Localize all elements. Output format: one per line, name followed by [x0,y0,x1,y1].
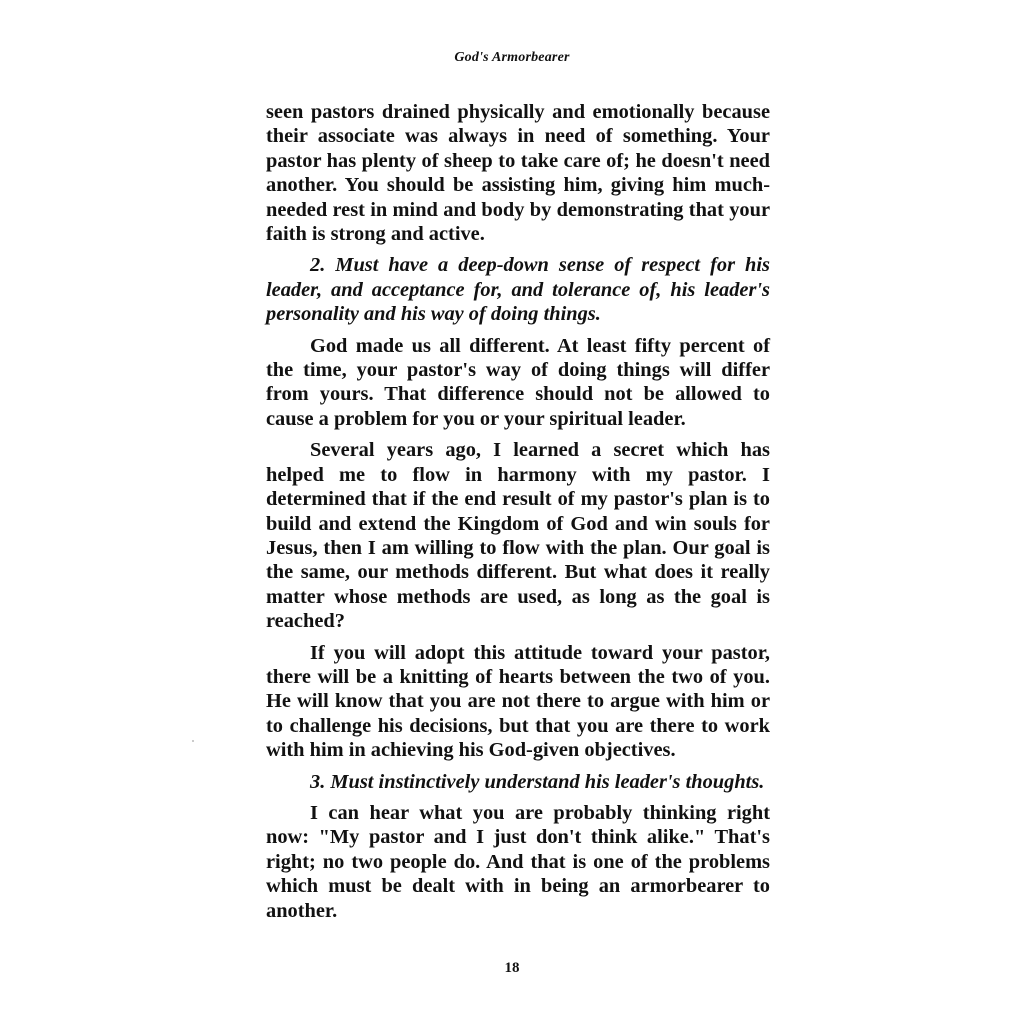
paragraph-different: God made us all different. At least fifty percent of the time, your pastor's way of doing things will differ from yours. That difference should not be allowed to cause a problem for you or your spiritual leader. [266,334,770,430]
scan-speck [192,740,194,742]
point-3-heading: 3. Must instinctively understand his leader's thoughts. [310,770,765,793]
paragraph-continuation: seen pastors drained physically and emotionally because their associate was always in need of something. Your pastor has plenty of sheep to take care of; he doesn't need another. You should be assisting him, giving him much-needed rest in mind and body by demonstrating that your faith is strong and active. [266,101,770,246]
running-head-title: God's Armorbearer [454,50,570,65]
point-2-heading: 2. Must have a deep-down sense of respect for his leader, and acceptance for, and tolerance of, his leader's personality and his way of doing things. [266,254,770,326]
paragraph-secret: Several years ago, I learned a secret which has helped me to flow in harmony with my pastor. I determined that if the end result of my pastor's plan is to build and extend the Kingdom of God and win souls for Jesus, then I am willing to flow with the plan. Our goal is the same, our methods different. But what does it really matter whose methods are used, as long as the goal is reached? [266,439,770,633]
body-text [266,100,770,923]
page-number: 18 [504,960,520,976]
paragraph-attitude: If you will adopt this attitude toward your pastor, there will be a knitting of hearts between the two of you. He will know that you are not there to argue with him or to challenge his decisions, but that you are there to work with him in achieving his God-given objectives. [266,641,770,762]
paragraph-think-alike: I can hear what you are probably thinking right now: "My pastor and I just don't think alike." That's right; no two people do. And that is one of the problems which must be dealt with in being an armorbearer to another. [266,801,770,922]
